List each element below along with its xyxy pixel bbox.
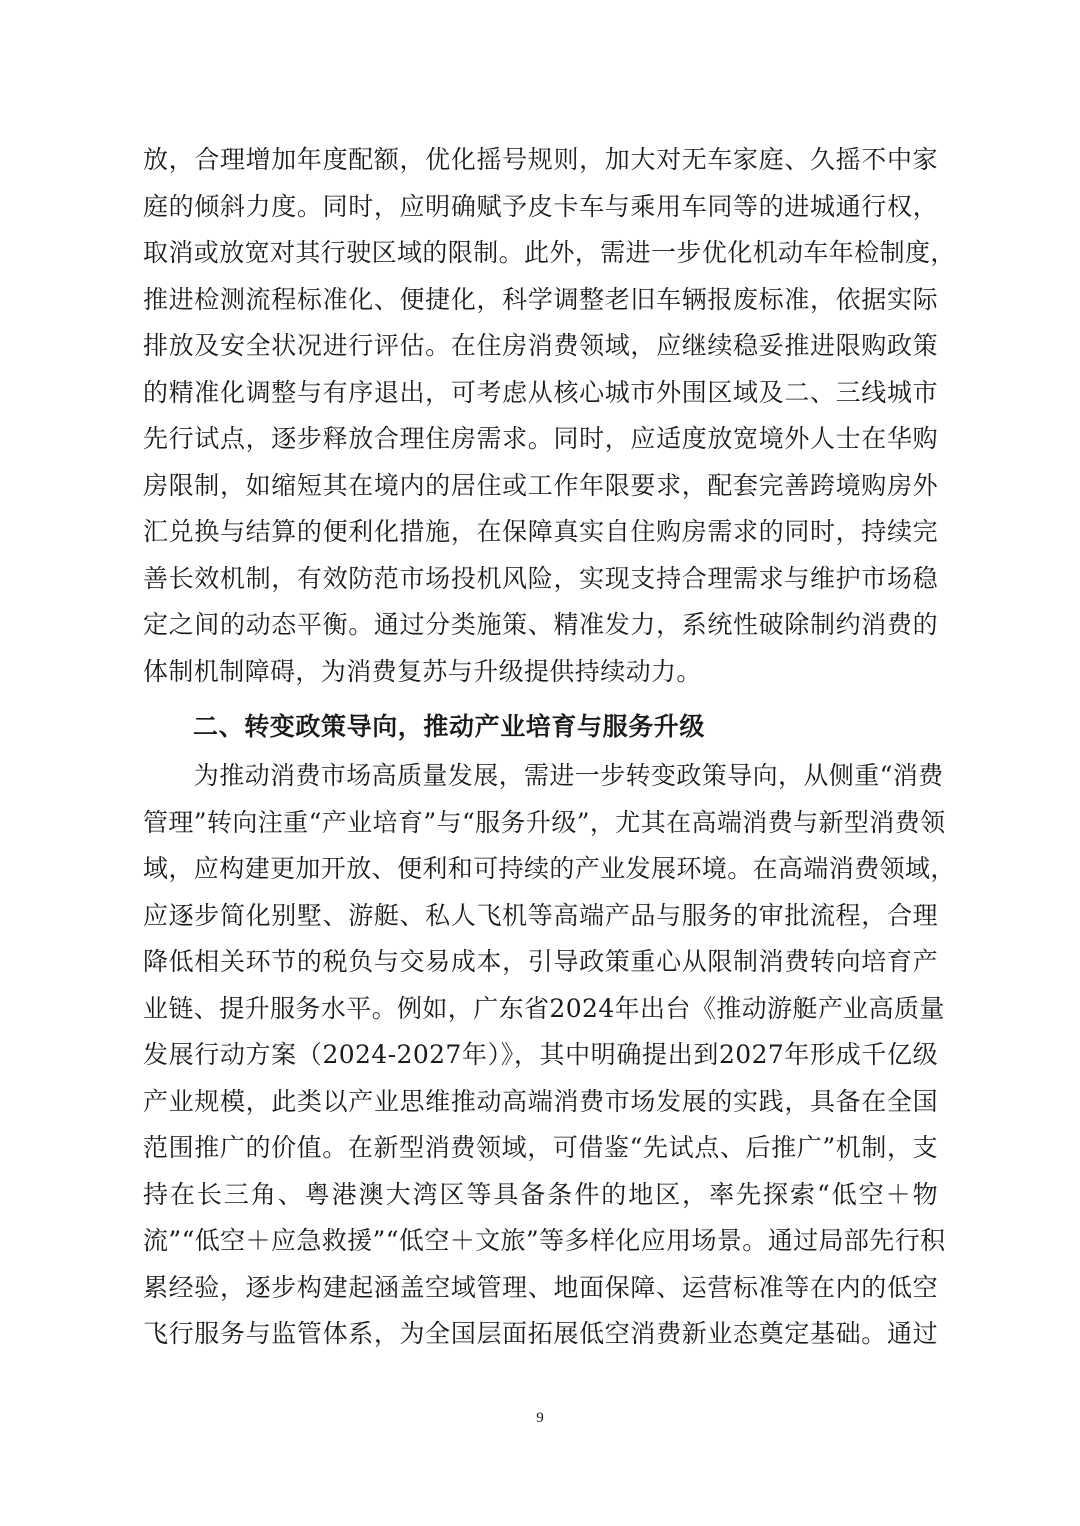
paragraph1-line: 汇兑换与结算的便利化措施，在保障真实自住购房需求的同时，持续完 xyxy=(143,517,938,546)
section-heading: 二、转变政策导向，推动产业培育与服务升级 xyxy=(193,712,706,741)
page-number: 9 xyxy=(536,1410,544,1426)
paragraph1-line: 取消或放宽对其行驶区域的限制。此外，需进一步优化机动车年检制度， xyxy=(143,238,956,267)
paragraph1-line: 善长效机制，有效防范市场投机风险，实现支持合理需求与维护市场稳 xyxy=(143,564,938,593)
paragraph2-line: 范围推广的价值。在新型消费领域，可借鉴“先试点、后推广”机制，支 xyxy=(143,1133,938,1162)
paragraph1-line: 庭的倾斜力度。同时，应明确赋予皮卡车与乘用车同等的进城通行权， xyxy=(143,192,938,221)
paragraph1-line: 先行试点，逐步释放合理住房需求。同时，应适度放宽境外人士在华购 xyxy=(143,424,938,453)
paragraph2-line: 产业规模，此类以产业思维推动高端消费市场发展的实践，具备在全国 xyxy=(143,1087,938,1116)
paragraph1-line: 体制机制障碍，为消费复苏与升级提供持续动力。 xyxy=(143,657,702,686)
paragraph1-line: 的精准化调整与有序退出，可考虑从核心城市外围区域及二、三线城市 xyxy=(143,378,938,407)
paragraph2-line: 持在长三角、粤港澳大湾区等具备条件的地区，率先探索“低空＋物 xyxy=(143,1180,938,1209)
paragraph1-line: 排放及安全状况进行评估。在住房消费领域，应继续稳妥推进限购政策 xyxy=(143,331,938,360)
paragraph2-line: 降低相关环节的税负与交易成本，引导政策重心从限制消费转向培育产 xyxy=(143,947,938,976)
paragraph1-line: 推进检测流程标准化、便捷化，科学调整老旧车辆报废标准，依据实际 xyxy=(143,285,938,314)
paragraph2-line: 管理”转向注重“产业培育”与“服务升级”，尤其在高端消费与新型消费领 xyxy=(143,808,946,837)
paragraph2-line: 应逐步简化别墅、游艇、私人飞机等高端产品与服务的审批流程，合理 xyxy=(143,901,938,930)
paragraph2-line: 业链、提升服务水平。例如，广东省2024年出台《推动游艇产业高质量 xyxy=(143,994,945,1023)
paragraph2-line: 发展行动方案（2024-2027年）》，其中明确提出到2027年形成千亿级 xyxy=(143,1040,938,1069)
paragraph2-line: 流”“低空＋应急救援”“低空＋文旅”等多样化应用场景。通过局部先行积 xyxy=(143,1226,946,1255)
paragraph2-line: 为推动消费市场高质量发展，需进一步转变政策导向，从侧重“消费 xyxy=(143,761,944,790)
paragraph1-line: 定之间的动态平衡。通过分类施策、精准发力，系统性破除制约消费的 xyxy=(143,610,938,639)
paragraph1-line: 房限制，如缩短其在境内的居住或工作年限要求，配套完善跨境购房外 xyxy=(143,471,938,500)
paragraph1-line: 放，合理增加年度配额，优化摇号规则，加大对无车家庭、久摇不中家 xyxy=(143,145,938,174)
paragraph2-line: 飞行服务与监管体系，为全国层面拓展低空消费新业态奠定基础。通过 xyxy=(143,1319,938,1348)
paragraph2-line: 域，应构建更加开放、便利和可持续的产业发展环境。在高端消费领域， xyxy=(143,854,956,883)
paragraph2-line: 累经验，逐步构建起涵盖空域管理、地面保障、运营标准等在内的低空 xyxy=(143,1273,938,1302)
